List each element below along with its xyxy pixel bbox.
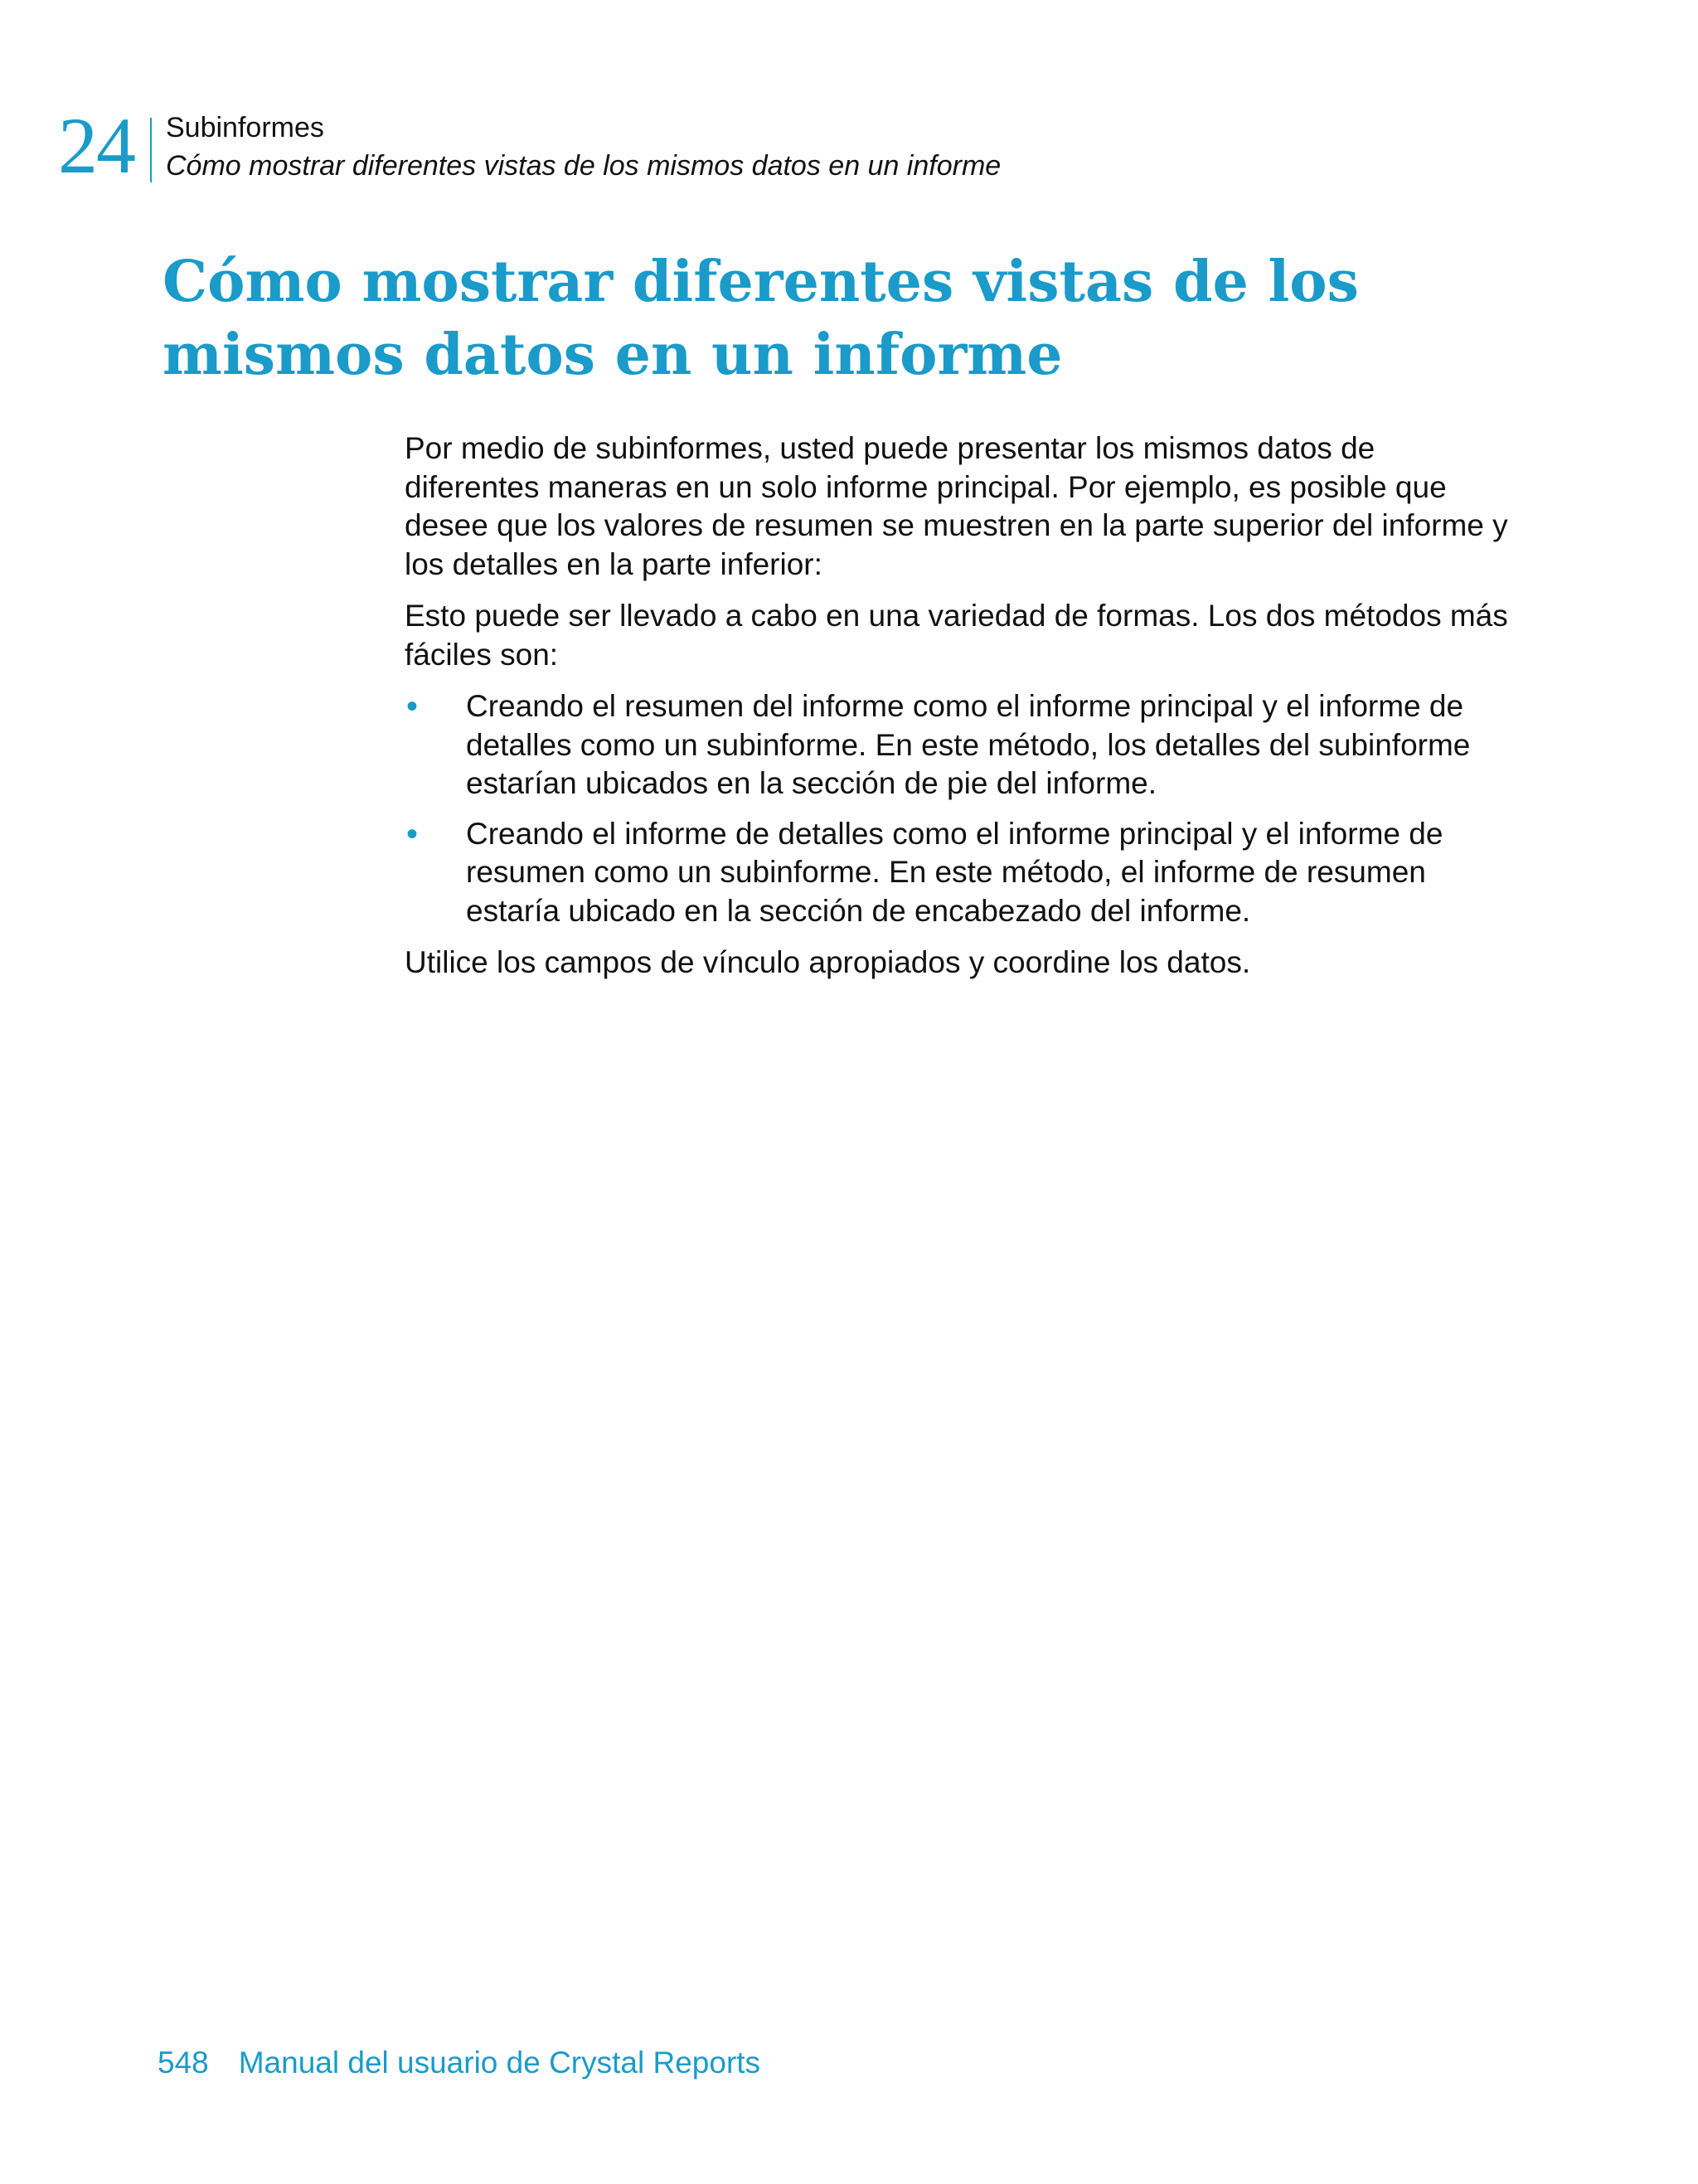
list-item-text: Creando el resumen del informe como el informe principal y el informe de detalles como un subinforme. En este método, los detalles del subinforme estarían ubicados en la sección de pie del informe. bbox=[466, 689, 1471, 800]
list-item-text: Creando el informe de detalles como el informe principal y el informe de resumen como un subinforme. En este método, el informe de resumen estaría ubicado en la sección de encabezado del informe. bbox=[466, 816, 1443, 928]
intro-paragraph: Por medio de subinformes, usted puede presentar los mismos datos de diferentes maneras en un solo informe principal. Por ejemplo, es posible que desee que los valores de resumen se muestren en la parte superior del informe y los detalles en la parte inferior: bbox=[405, 431, 1508, 581]
page-footer bbox=[158, 2045, 760, 2081]
page-title-line-1: Cómo mostrar diferentes vistas de los bbox=[163, 249, 1359, 315]
chapter-number: 24 bbox=[58, 101, 134, 190]
bullet-icon: • bbox=[406, 688, 419, 725]
page-title bbox=[163, 245, 1572, 391]
list-item bbox=[405, 815, 1516, 931]
bullet-icon: • bbox=[406, 815, 419, 852]
header-subtitle: Cómo mostrar diferentes vistas de los mismos datos en un informe bbox=[166, 150, 1002, 182]
closing-paragraph: Utilice los campos de vínculo apropiados y coordine los datos. bbox=[405, 945, 1251, 979]
body-content bbox=[405, 430, 1516, 996]
methods-list bbox=[405, 687, 1516, 930]
header-divider bbox=[150, 118, 152, 182]
header-section-name: Subinformes bbox=[166, 112, 324, 143]
list-item bbox=[405, 687, 1516, 803]
manual-title: Manual del usuario de Crystal Reports bbox=[238, 2046, 761, 2080]
page-number: 548 bbox=[158, 2046, 209, 2080]
methods-paragraph: Esto puede ser llevado a cabo en una variedad de formas. Los dos métodos más fáciles son: bbox=[405, 599, 1508, 672]
page-title-line-2: mismos datos en un informe bbox=[163, 322, 1063, 388]
